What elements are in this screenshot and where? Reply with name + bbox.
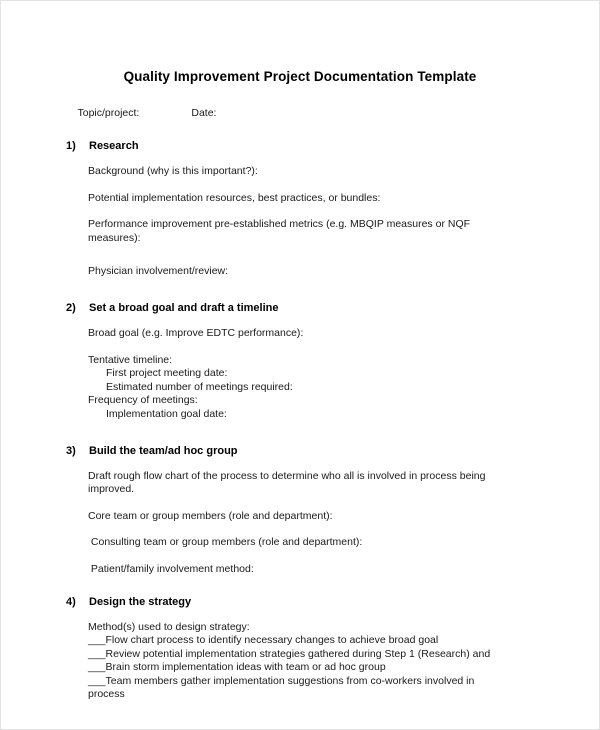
section-number: 2) [66,301,76,314]
section-number: 1) [66,140,76,152]
section-title: Design the strategy [89,595,192,608]
section-title: Build the team/ad hoc group [89,444,238,457]
section-design-strategy [1,595,600,703]
checklist-item: ___Flow chart process to identify necessary changes to achieve broad goal [88,634,439,647]
field-line: Draft rough flow chart of the process to determine who all is involved in process being improved. [88,469,489,496]
section-content [1,621,600,703]
section-research [1,139,600,279]
section-heading [1,444,600,458]
document-body [1,139,600,702]
field-line: Tentative timeline: [88,353,173,366]
header-fields [66,95,216,131]
field-line: First project meeting date: [106,367,228,380]
field-line: Implementation goal date: [106,407,227,420]
field-line: Broad goal (e.g. Improve EDTC performance): [88,326,304,339]
section-title: Research [89,140,139,152]
section-content [1,165,600,279]
field-line: Estimated number of meetings required: [106,380,293,393]
topic-project-label: Topic/project: [77,107,140,119]
field-line: Method(s) used to design strategy: [88,620,250,633]
field-line: Performance improvement pre-established metrics (e.g. MBQIP measures or NQF measures): [88,218,473,244]
page-title: Quality Improvement Project Documentation Template [123,69,477,84]
section-title: Set a broad goal and draft a timeline [89,301,279,314]
checklist-item: ___Brain storm implementation ideas with team or ad hoc group [88,661,386,674]
section-number: 3) [66,444,76,457]
section-heading [1,301,600,315]
field-line: Potential implementation resources, best practices, or bundles: [88,191,381,204]
date-label: Date: [191,107,217,119]
field-line: Core team or group members (role and department): [88,509,333,522]
section-content [1,327,600,422]
section-heading [1,595,600,609]
field-line: Frequency of meetings: [88,394,198,407]
field-line: Physician involvement/review: [88,265,229,278]
field-line: Patient/family involvement method: [88,562,254,575]
field-line: Consulting team or group members (role and department): [88,536,363,549]
checklist-item: ___Team members gather implementation suggestions from co-workers involved in process [88,674,478,701]
section-number: 4) [66,595,76,608]
checklist-item: ___Review potential implementation strategies gathered during Step 1 (Research) and [88,647,491,660]
section-broad-goal [1,301,600,422]
section-content [1,470,600,577]
section-heading [1,139,600,153]
section-build-team [1,444,600,577]
field-line: Background (why is this important?): [88,165,258,177]
